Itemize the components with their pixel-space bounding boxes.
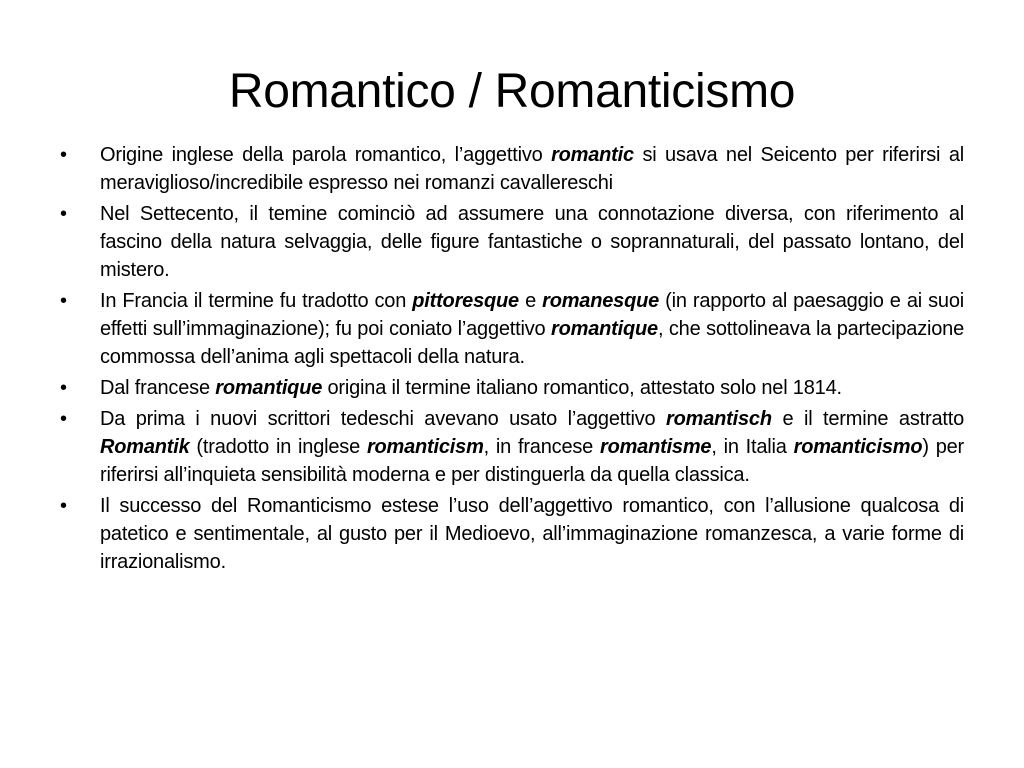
emphasized-term: romantisme bbox=[599, 436, 712, 458]
bullet-dot-icon: • bbox=[60, 377, 67, 399]
bullet-text bbox=[100, 290, 964, 368]
bullet-dot-icon: • bbox=[60, 408, 67, 430]
bullet-dot-icon: • bbox=[60, 203, 67, 225]
emphasized-term: romanticism bbox=[366, 436, 484, 458]
bullet-item bbox=[60, 141, 964, 197]
bullet-list bbox=[60, 141, 964, 579]
emphasized-term: romantisch bbox=[666, 408, 772, 430]
emphasized-term: romantic bbox=[551, 144, 634, 166]
bullet-dot-icon: • bbox=[60, 290, 67, 312]
bullet-text-segment: Il successo del Romanticismo estese l’uso dell’aggettivo romantico, con l’allusione qualcosa di patetico e sentimentale, al gusto per il Medioevo, all’immaginazione romanzesca, a varie forme di irrazionalismo. bbox=[100, 495, 964, 573]
bullet-dot-icon: • bbox=[60, 144, 67, 166]
bullet-text-segment: Dal francese bbox=[100, 377, 216, 399]
bullet-text-segment: (in rapporto al paesaggio e ai suoi effetti sull’immaginazione); fu poi coniato l’aggettivo bbox=[100, 290, 964, 340]
emphasized-term: Romantik bbox=[100, 436, 190, 458]
bullet-item bbox=[60, 492, 964, 576]
bullet-text-segment: e bbox=[518, 290, 543, 312]
bullet-text bbox=[100, 408, 964, 486]
bullet-item bbox=[60, 200, 964, 284]
bullet-text-segment: (tradotto in inglese bbox=[189, 436, 367, 458]
bullet-text-segment: , in francese bbox=[483, 436, 600, 458]
emphasized-term: romantique bbox=[551, 318, 658, 340]
bullet-text bbox=[100, 377, 842, 399]
bullet-text-segment: Origine inglese della parola romantico, l’aggettivo bbox=[100, 144, 552, 166]
bullet-item bbox=[60, 405, 964, 489]
bullet-text bbox=[100, 495, 964, 573]
bullet-text bbox=[100, 203, 964, 281]
bullet-text-segment: ) per riferirsi all’inquieta sensibilità moderna e per distinguerla da quella classica. bbox=[100, 436, 965, 486]
emphasized-term: romanesque bbox=[542, 290, 660, 312]
emphasized-term: pittoresque bbox=[412, 290, 519, 312]
bullet-text-segment: e il termine astratto bbox=[771, 408, 964, 430]
slide-title: Romantico / Romanticismo bbox=[228, 65, 796, 119]
bullet-dot-icon: • bbox=[60, 495, 67, 517]
bullet-text-segment: si usava nel Seicento per riferirsi al meraviglioso/incredibile espresso nei romanzi cavallereschi bbox=[100, 144, 964, 194]
bullet-text bbox=[100, 144, 964, 194]
bullet-text-segment: Da prima i nuovi scrittori tedeschi avevano usato l’aggettivo bbox=[100, 408, 667, 430]
bullet-text-segment: In Francia il termine fu tradotto con bbox=[100, 290, 413, 312]
bullet-text-segment: Nel Settecento, il temine cominciò ad assumere una connotazione diversa, con riferimento al fascino della natura selvaggia, delle figure fantastiche o soprannaturali, del passato lontano, del mistero. bbox=[100, 203, 964, 281]
bullet-text-segment: , in Italia bbox=[711, 436, 794, 458]
bullet-text-segment: , che sottolineava la partecipazione commossa dell’anima agli spettacoli della natura. bbox=[100, 318, 965, 368]
bullet-text-segment: origina il termine italiano romantico, attestato solo nel 1814. bbox=[322, 377, 842, 399]
emphasized-term: romanticismo bbox=[793, 436, 923, 458]
bullet-item bbox=[60, 374, 964, 402]
emphasized-term: romantique bbox=[215, 377, 323, 399]
bullet-item bbox=[60, 287, 964, 371]
